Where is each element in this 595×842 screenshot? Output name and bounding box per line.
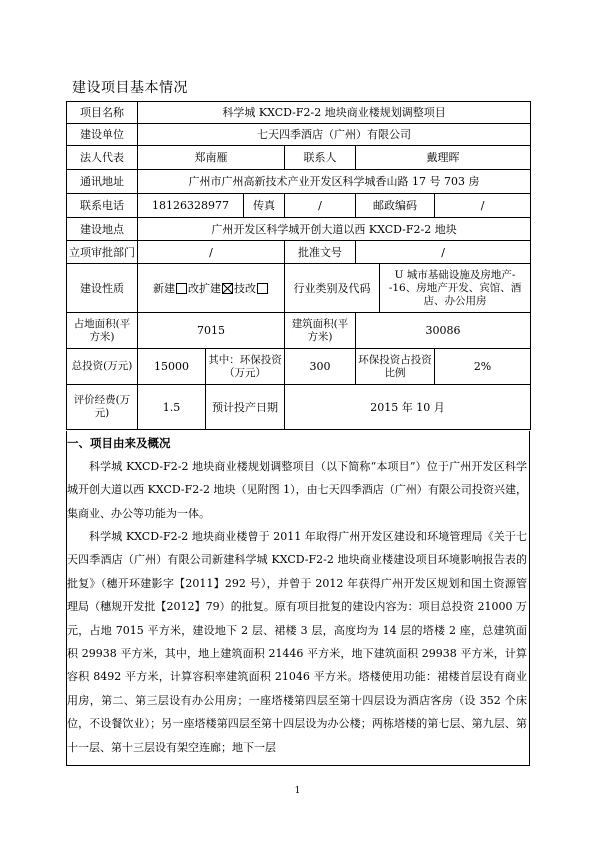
table-row [67, 264, 531, 313]
nature-new-label: 新建 [153, 281, 175, 295]
approval-dept-value: / [138, 241, 285, 264]
nature-expand-label: 改扩建 [188, 281, 221, 295]
start-date-label: 预计投产日期 [206, 385, 285, 430]
building-area-label: 建筑面积(平方米) [285, 313, 356, 349]
table-row [67, 241, 531, 264]
project-name-label: 项目名称 [67, 102, 138, 124]
nature-checkboxes [138, 264, 285, 313]
land-area-value: 7015 [138, 313, 285, 349]
table-row [67, 102, 531, 124]
table-row [67, 313, 531, 349]
postcode-value: / [435, 194, 531, 218]
phone-value: 18126328977 [138, 194, 244, 218]
land-area-label: 占地面积(平方米) [67, 313, 138, 349]
location-value: 广州开发区科学城开创大道以西 KXCD-F2-2 地块 [138, 218, 531, 241]
nature-label: 建设性质 [67, 264, 138, 313]
paragraph: 科学城 KXCD-F2-2 地块商业楼曾于 2011 年取得广州开发区建设和环境管理局《关于七天四季酒店（广州）有限公司新建科学城 KXCD-F2-2 地块商业楼建设项目环境影响报告表的批复》（穗开环建影字【2011】292 号），并曾于 2012 年获得广州开发区规划和国土资源管理局（穗规开发批【2012】79）的批复。原有项目批复的建设内容为：项目总投资 21000 万元，占地 7015 平方米，建设地下 2 层、裙楼 3 层，高度均为 14 层的塔楼 2 座，总建筑面积 29938 平方米，其中，地上建筑面积 21446 平方米，地下建筑面积 29938 平方米，计算容积 8492 平方米，计算容积率建筑面积 21046 平方米。塔楼使用功能：裙楼首层设有商业用房，第二、第三层设有办公用房；一座塔楼第四层至第十四层设为酒店客房（设 352 个床位，不设餐饮业）；另一座塔楼第四层至第十四层设为办公楼；两栋塔楼的第七层、第九层、第十一层、第十三层设有架空连廊；地下一层 [67, 530, 527, 754]
building-area-value: 30086 [356, 313, 531, 349]
section-heading: 一、项目由来及概况 [67, 436, 171, 450]
total-invest-value: 15000 [138, 349, 206, 385]
address-label: 通讯地址 [67, 170, 138, 194]
table-row [67, 170, 531, 194]
paragraph: 科学城 KXCD-F2-2 地块商业楼规划调整项目（以下简称“本项目”）位于广州开发区科学城开创大道以西 KXCD-F2-2 地块（见附图 1），由七天四季酒店（广州）有限公司投资兴建，集商业、办公等功能为一体。 [67, 460, 527, 520]
table-row [67, 385, 531, 430]
table-row [67, 124, 531, 146]
industry-label: 行业类别及代码 [285, 264, 380, 313]
fax-value: / [285, 194, 356, 218]
env-invest-label: 其中：环保投资（万元） [206, 349, 285, 385]
legal-rep-label: 法人代表 [67, 146, 138, 170]
unit-value: 七天四季酒店（广州）有限公司 [138, 124, 531, 146]
legal-rep-value: 郑南雁 [138, 146, 285, 170]
phone-label: 联系电话 [67, 194, 138, 218]
project-overview-section [66, 431, 530, 766]
location-label: 建设地点 [67, 218, 138, 241]
eval-fee-value: 1.5 [138, 385, 206, 430]
unit-label: 建设单位 [67, 124, 138, 146]
total-invest-label: 总投资(万元) [67, 349, 138, 385]
approval-no-value: / [356, 241, 531, 264]
postcode-label: 邮政编码 [356, 194, 435, 218]
approval-no-label: 批准文号 [285, 241, 356, 264]
table-row [67, 349, 531, 385]
start-date-value: 2015 年 10 月 [285, 385, 531, 430]
nature-tech-label: 技改 [234, 281, 256, 295]
contact-label: 联系人 [285, 146, 356, 170]
env-ratio-label: 环保投资占投资比例 [356, 349, 435, 385]
checkbox-new[interactable] [176, 283, 187, 294]
industry-value: U 城市基础设施及房地产--16、房地产开发、宾馆、酒店、办公用房 [380, 264, 531, 313]
table-row [67, 194, 531, 218]
contact-value: 戴理晖 [356, 146, 531, 170]
approval-dept-label: 立项审批部门 [67, 241, 138, 264]
eval-fee-label: 评价经费(万元) [67, 385, 138, 430]
fax-label: 传真 [244, 194, 285, 218]
page-title: 建设项目基本情况 [72, 80, 188, 96]
table-row [67, 218, 531, 241]
project-name-value: 科学城 KXCD-F2-2 地块商业楼规划调整项目 [138, 102, 531, 124]
checkbox-expand[interactable] [222, 283, 233, 294]
address-value: 广州市广州高新技术产业开发区科学城香山路 17 号 703 房 [138, 170, 531, 194]
table-row [67, 146, 531, 170]
project-info-table [66, 101, 531, 430]
checkbox-tech[interactable] [257, 283, 268, 294]
env-invest-value: 300 [285, 349, 356, 385]
page-number: 1 [294, 786, 301, 796]
env-ratio-value: 2% [435, 349, 531, 385]
